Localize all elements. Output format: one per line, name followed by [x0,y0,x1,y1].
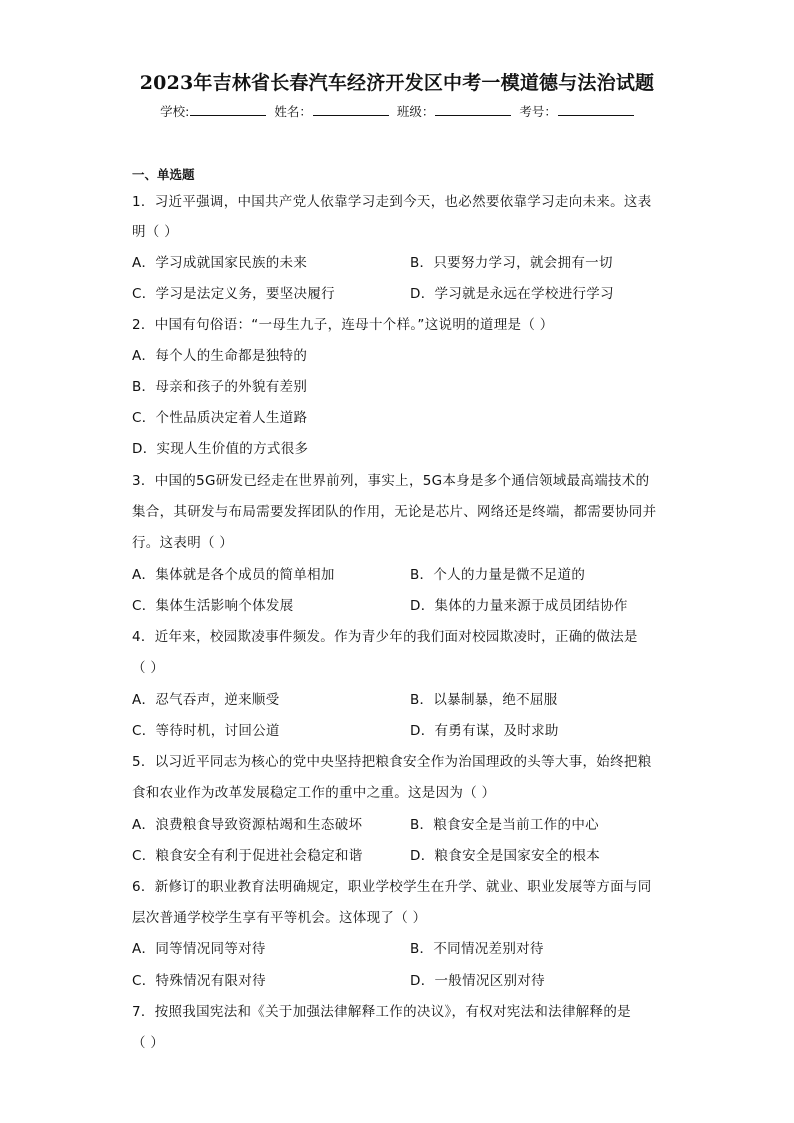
question-5-option-c[interactable]: C．粮食安全有利于促进社会稳定和谐 [132,848,363,864]
question-2-option-c[interactable]: C．个性品质决定着人生道路 [132,410,308,426]
question-6-line-1: 6．新修订的职业教育法明确规定，职业学校学生在升学、就业、职业发展等方面与同 [132,879,652,895]
question-1-option-c[interactable]: C．学习是法定义务，要坚决履行 [132,286,335,302]
question-3-option-d[interactable]: D．集体的力量来源于成员团结协作 [410,598,628,614]
question-1-line-2: 明（ ） [132,224,178,240]
question-6-line-2: 层次普通学校学生享有平等机会。这体现了（ ） [132,910,427,926]
question-4-option-a[interactable]: A．忍气吞声，逆来顺受 [132,692,280,708]
exam-number-blank[interactable] [558,103,634,116]
name-label: 姓名： [274,104,312,119]
question-1-line-1: 1．习近平强调，中国共产党人依靠学习走到今天，也必然要依靠学习走向未来。这表 [132,194,652,210]
question-4-line-2: （ ） [132,660,165,676]
page-title: 2023年吉林省长春汽车经济开发区中考一模道德与法治试题 [139,72,655,94]
question-6-option-c[interactable]: C．特殊情况有限对待 [132,973,266,989]
question-2-option-b[interactable]: B．母亲和孩子的外貌有差别 [132,379,308,395]
name-field[interactable] [274,102,389,122]
exam-number-label: 考号： [519,104,557,119]
question-7-line-2: （ ） [132,1035,165,1051]
question-5-option-b[interactable]: B．粮食安全是当前工作的中心 [410,817,599,833]
exam-number-field[interactable] [519,102,634,122]
name-blank[interactable] [313,103,389,116]
question-1-option-a[interactable]: A．学习成就国家民族的未来 [132,255,308,271]
question-1-option-b[interactable]: B．只要努力学习，就会拥有一切 [410,255,613,271]
question-5-option-d[interactable]: D．粮食安全是国家安全的根本 [410,848,601,864]
question-6-option-b[interactable]: B．不同情况差别对待 [410,941,544,957]
school-blank[interactable] [190,103,266,116]
question-3-line-1: 3．中国的5G研发已经走在世界前列，事实上，5G本身是多个通信领域最高端技术的 [132,473,650,489]
question-5-line-1: 5．以习近平同志为核心的党中央坚持把粮食安全作为治国理政的头等大事，始终把粮 [132,754,652,770]
question-3-line-3: 行。这表明（ ） [132,535,234,551]
question-5-option-a[interactable]: A．浪费粮食导致资源枯竭和生态破坏 [132,817,363,833]
question-5-line-2: 食和农业作为改革发展稳定工作的重中之重。这是因为（ ） [132,785,496,801]
question-4-line-1: 4．近年来，校园欺凌事件频发。作为青少年的我们面对校园欺凌时，正确的做法是 [132,629,638,645]
question-2-option-a[interactable]: A．每个人的生命都是独特的 [132,348,308,364]
student-info-line [0,102,794,122]
question-1-option-d[interactable]: D．学习就是永远在学校进行学习 [410,286,614,302]
section-title: 一、单选题 [132,167,195,182]
school-field[interactable] [160,102,266,122]
question-4-option-c[interactable]: C．等待时机，讨回公道 [132,723,280,739]
question-3-option-a[interactable]: A．集体就是各个成员的简单相加 [132,567,335,583]
question-7-line-1: 7．按照我国宪法和《关于加强法律解释工作的决议》，有权对宪法和法律解释的是 [132,1004,631,1020]
class-label: 班级： [396,104,435,119]
class-field[interactable] [397,102,512,122]
question-4-option-b[interactable]: B．以暴制暴，绝不屈服 [410,692,558,708]
question-3-option-c[interactable]: C．集体生活影响个体发展 [132,598,294,614]
question-3-line-2: 集合，其研发与布局需要发挥团队的作用，无论是芯片、网络还是终端，都需要协同并 [132,504,657,520]
question-2-option-d[interactable]: D．实现人生价值的方式很多 [132,441,309,457]
class-blank[interactable] [435,103,511,116]
question-6-option-a[interactable]: A．同等情况同等对待 [132,941,266,957]
question-6-option-d[interactable]: D．一般情况区别对待 [410,973,545,989]
school-label: 学校: [160,104,190,119]
question-2-line-1: 2．中国有句俗语：“一母生九子，连母十个样。”这说明的道理是（ ） [132,317,554,333]
question-3-option-b[interactable]: B．个人的力量是微不足道的 [410,567,586,583]
question-4-option-d[interactable]: D．有勇有谋，及时求助 [410,723,559,739]
